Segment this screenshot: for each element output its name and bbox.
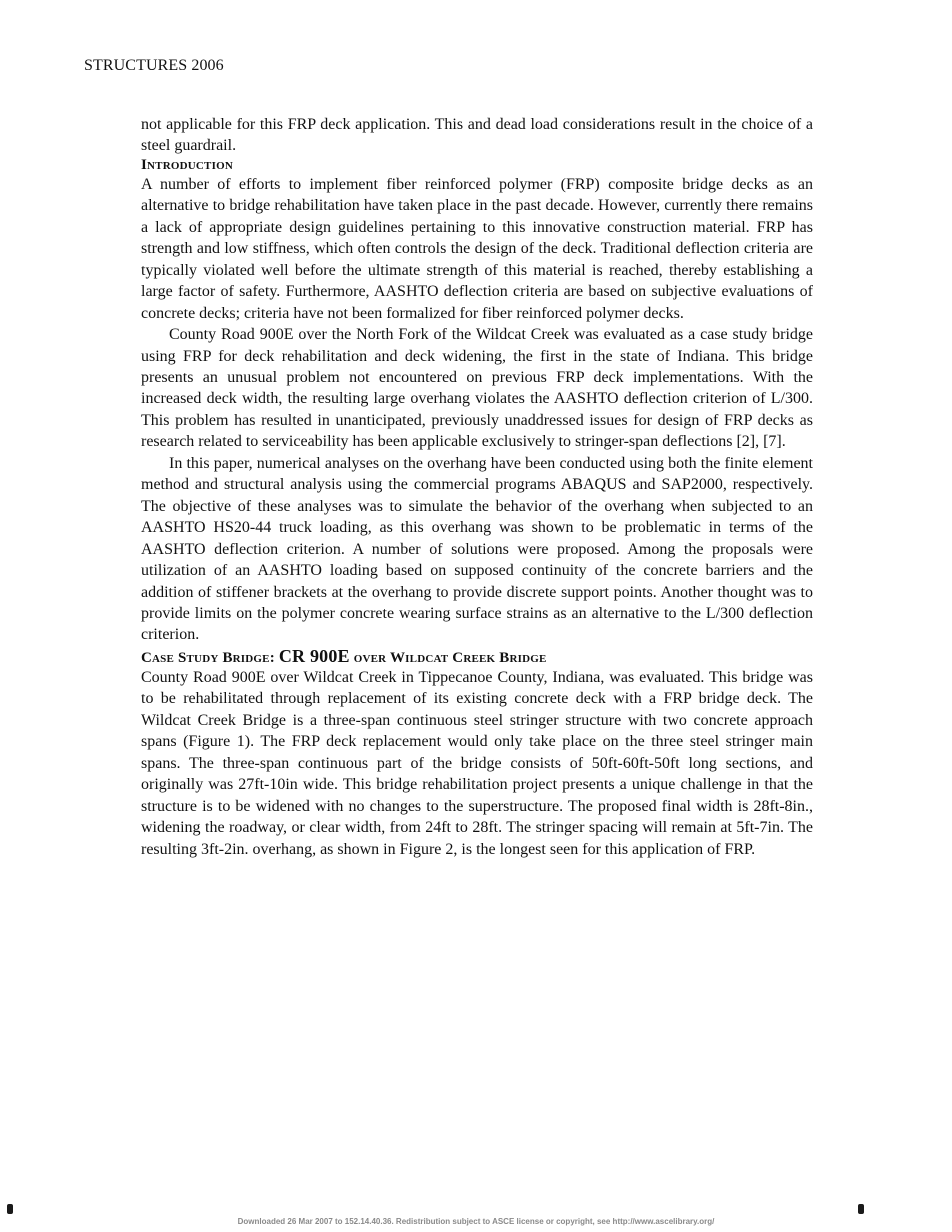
download-footer: Downloaded 26 Mar 2007 to 152.14.40.36. Redistribution subject to ASCE license or copyright, see http://www.ascelibrary.org/: [237, 1217, 715, 1226]
intro-paragraph-2: County Road 900E over the North Fork of the Wildcat Creek was evaluated as a case study bridge using FRP for deck rehabilitation and deck widening, the first in the state of Indiana. This bridge presents an unusual problem not encountered on previous FRP deck implementations. With the increased deck width, the resulting large overhang violates the AASHTO deflection criterion of L/300. This problem has resulted in unanticipated, previously unaddressed issues for design of FRP decks as research related to serviceability has been applicable exclusively to stringer-span deflections [2], [7].: [141, 326, 813, 451]
case-heading-part-1: Case Study Bridge:: [141, 649, 279, 666]
case-heading-part-3: over Wildcat Creek Bridge: [349, 649, 547, 666]
carryover-paragraph: not applicable for this FRP deck application. This and dead load considerations result in the choice of a steel guardrail.: [141, 116, 813, 155]
body-column: [141, 114, 813, 860]
scan-corner-mark-right: [858, 1204, 864, 1214]
intro-paragraph-1: A number of efforts to implement fiber reinforced polymer (FRP) composite bridge decks as an alternative to bridge rehabilitation have taken place in the past decade. However, currently there remains a lack of appropriate design guidelines pertaining to this innovative construction material. FRP has strength and low stiffness, which often controls the design of the deck. Traditional deflection criteria are typically violated well before the ultimate strength of this material is reached, thereby establishing a large factor of safety. Furthermore, AASHTO deflection criteria are based on subjective evaluations of concrete decks; criteria have not been formalized for fiber reinforced polymer decks.: [141, 175, 813, 322]
section-heading-introduction: Introduction: [141, 156, 233, 173]
case-heading-part-2: CR 900E: [278, 645, 350, 666]
running-header: STRUCTURES 2006: [84, 57, 224, 74]
intro-paragraph-3: In this paper, numerical analyses on the overhang have been conducted using both the finite element method and structural analysis using the commercial programs ABAQUS and SAP2000, respectively. The objective of these analyses was to simulate the behavior of the overhang when subjected to an AASHTO HS20-44 truck loading, as this overhang was shown to be problematic in terms of the AASHTO deflection criterion. A number of solutions were proposed. Among the proposals were utilization of an AASHTO loading based on supposed continuity of the concrete barriers and the addition of stiffener brackets at the overhang to provide discrete support points. Another thought was to provide limits on the polymer concrete wearing surface strains as an alternative to the L/300 deflection criterion.: [141, 454, 813, 644]
scan-corner-mark-left: [7, 1204, 13, 1214]
section-heading-case-study: [141, 646, 813, 667]
case-paragraph-1: County Road 900E over Wildcat Creek in Tippecanoe County, Indiana, was evaluated. This bridge was to be rehabilitated through replacement of its existing concrete deck with a FRP bridge deck. The Wildcat Creek Bridge is a three-span continuous steel stringer structure with two concrete approach spans (Figure 1). The FRP deck replacement would only take place on the three steel stringer main spans. The three-span continuous part of the bridge consists of 50ft-60ft-50ft long sections, and originally was 27ft-10in wide. This bridge rehabilitation project presents a unique challenge in that the structure is to be widened with no changes to the superstructure. The proposed final width is 28ft-8in., widening the roadway, or clear width, from 24ft to 28ft. The stringer spacing will remain at 5ft-7in. The resulting 3ft-2in. overhang, as shown in Figure 2, is the longest seen for this application of FRP.: [141, 668, 813, 858]
